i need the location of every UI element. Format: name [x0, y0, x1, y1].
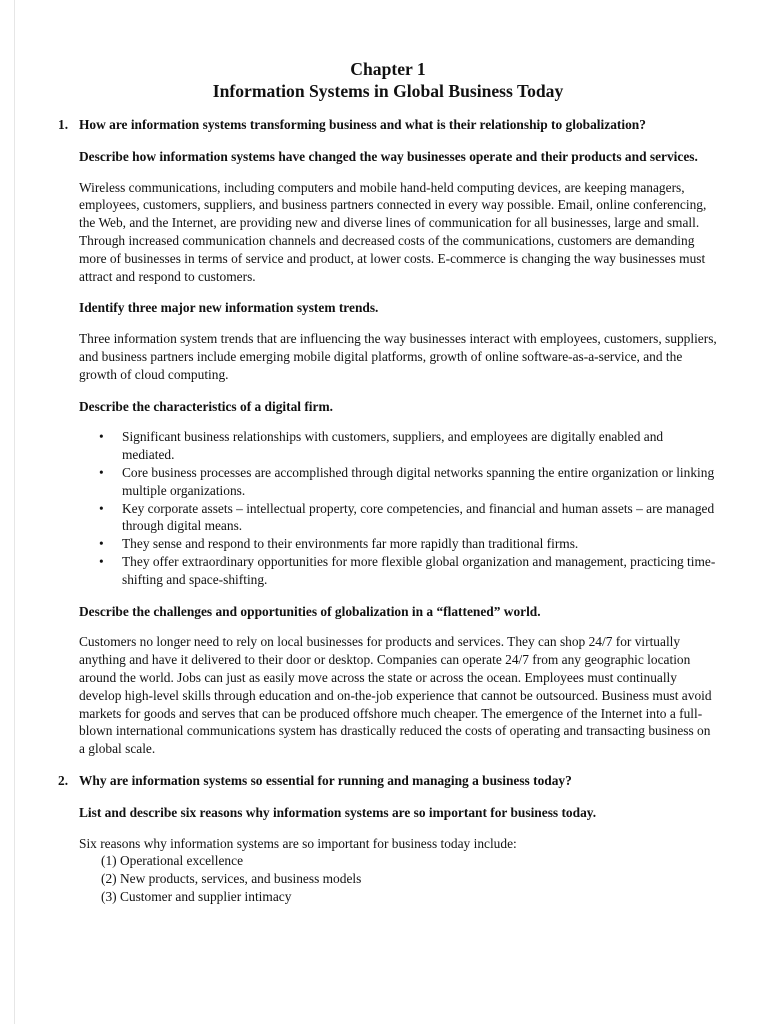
list-item: (1) Operational excellence: [101, 853, 244, 869]
section-heading: List and describe six reasons why information systems are so important for business today.: [79, 804, 597, 820]
list-item-text: They offer extraordinary opportunities for more flexible global organization and management, practicing time-shifting and space-shifting.: [122, 553, 716, 587]
list-item: (2) New products, services, and business models: [101, 871, 362, 887]
list-item: [79, 428, 718, 464]
bullet-list: [79, 428, 718, 588]
list-item-text: Key corporate assets – intellectual property, core competencies, and financial and human assets – are managed through digital means.: [122, 500, 715, 534]
question-2: [58, 772, 718, 790]
bullet-icon: •: [99, 553, 104, 569]
list-item: [79, 553, 718, 589]
question-2-body: [79, 804, 718, 906]
list-item: [79, 535, 718, 553]
list-item-text: Core business processes are accomplished through digital networks spanning the entire organization or linking multiple organizations.: [122, 464, 715, 498]
section-paragraph: Six reasons why information systems are so important for business today include:: [79, 835, 517, 851]
chapter-title: [58, 58, 718, 102]
section-heading: Describe the challenges and opportunities of globalization in a “flattened” world.: [79, 603, 541, 619]
bullet-icon: •: [99, 464, 104, 480]
list-item: [79, 464, 718, 500]
list-item: (3) Customer and supplier intimacy: [101, 888, 292, 904]
reasons-list: [79, 852, 718, 905]
chapter-number: Chapter 1: [350, 59, 426, 79]
bullet-icon: •: [99, 500, 104, 516]
page-edge: [14, 0, 15, 1024]
section-heading: Identify three major new information system trends.: [79, 300, 379, 316]
section-heading: Describe the characteristics of a digital firm.: [79, 398, 333, 414]
question-number: 1.: [58, 117, 69, 132]
section-paragraph: Three information system trends that are influencing the way businesses interact with employees, customers, suppliers, and business partners include emerging mobile digital platforms, growth of online software-as-a-service, and the growth of cloud computing.: [79, 331, 717, 382]
list-item-text: They sense and respond to their environments far more rapidly than traditional firms.: [122, 536, 579, 552]
bullet-icon: •: [99, 536, 104, 552]
section-paragraph: Customers no longer need to rely on local businesses for products and services. They can shop 24/7 for virtually anything and have it delivered to their door or desktop. Companies can operate 24/7 from any geographic location around the world. Jobs can just as easily move across the state or across the ocean. Employees must continually develop high-level skills through education and on-the-job experience that cannot be outsourced. Business must avoid markets for goods and serves that can be produced offshore much cheaper. The emergence of the Internet into a full-blown international communications system has drastically reduced the costs of operating and transacting business on a global scale.: [79, 634, 712, 757]
question-text: How are information systems transforming business and what is their relationship to globalization?: [79, 117, 646, 132]
question-1-body: [79, 148, 718, 758]
section-paragraph: Wireless communications, including computers and mobile hand-held computing devices, are keeping managers, employees, customers, suppliers, and business partners connected in every way possible. Email, online conferencing, the Web, and the Internet, are providing new and diverse lines of communication for all businesses, large and small. Through increased communication channels and decreased costs of the communications, customers are demanding more of businesses in terms of service and product, at lower costs. E-commerce is changing the way businesses must attract and respond to customers.: [79, 179, 707, 284]
list-item: [79, 500, 718, 536]
document-page: [58, 58, 718, 906]
bullet-icon: •: [99, 429, 104, 445]
chapter-subtitle: Information Systems in Global Business Today: [212, 81, 564, 101]
question-text: Why are information systems so essential for running and managing a business today?: [79, 772, 572, 788]
question-number: 2.: [58, 772, 69, 788]
question-1: [58, 116, 718, 134]
list-item-text: Significant business relationships with customers, suppliers, and employees are digitally enabled and mediated.: [122, 429, 664, 463]
section-heading: Describe how information systems have changed the way businesses operate and their products and services.: [79, 148, 698, 164]
